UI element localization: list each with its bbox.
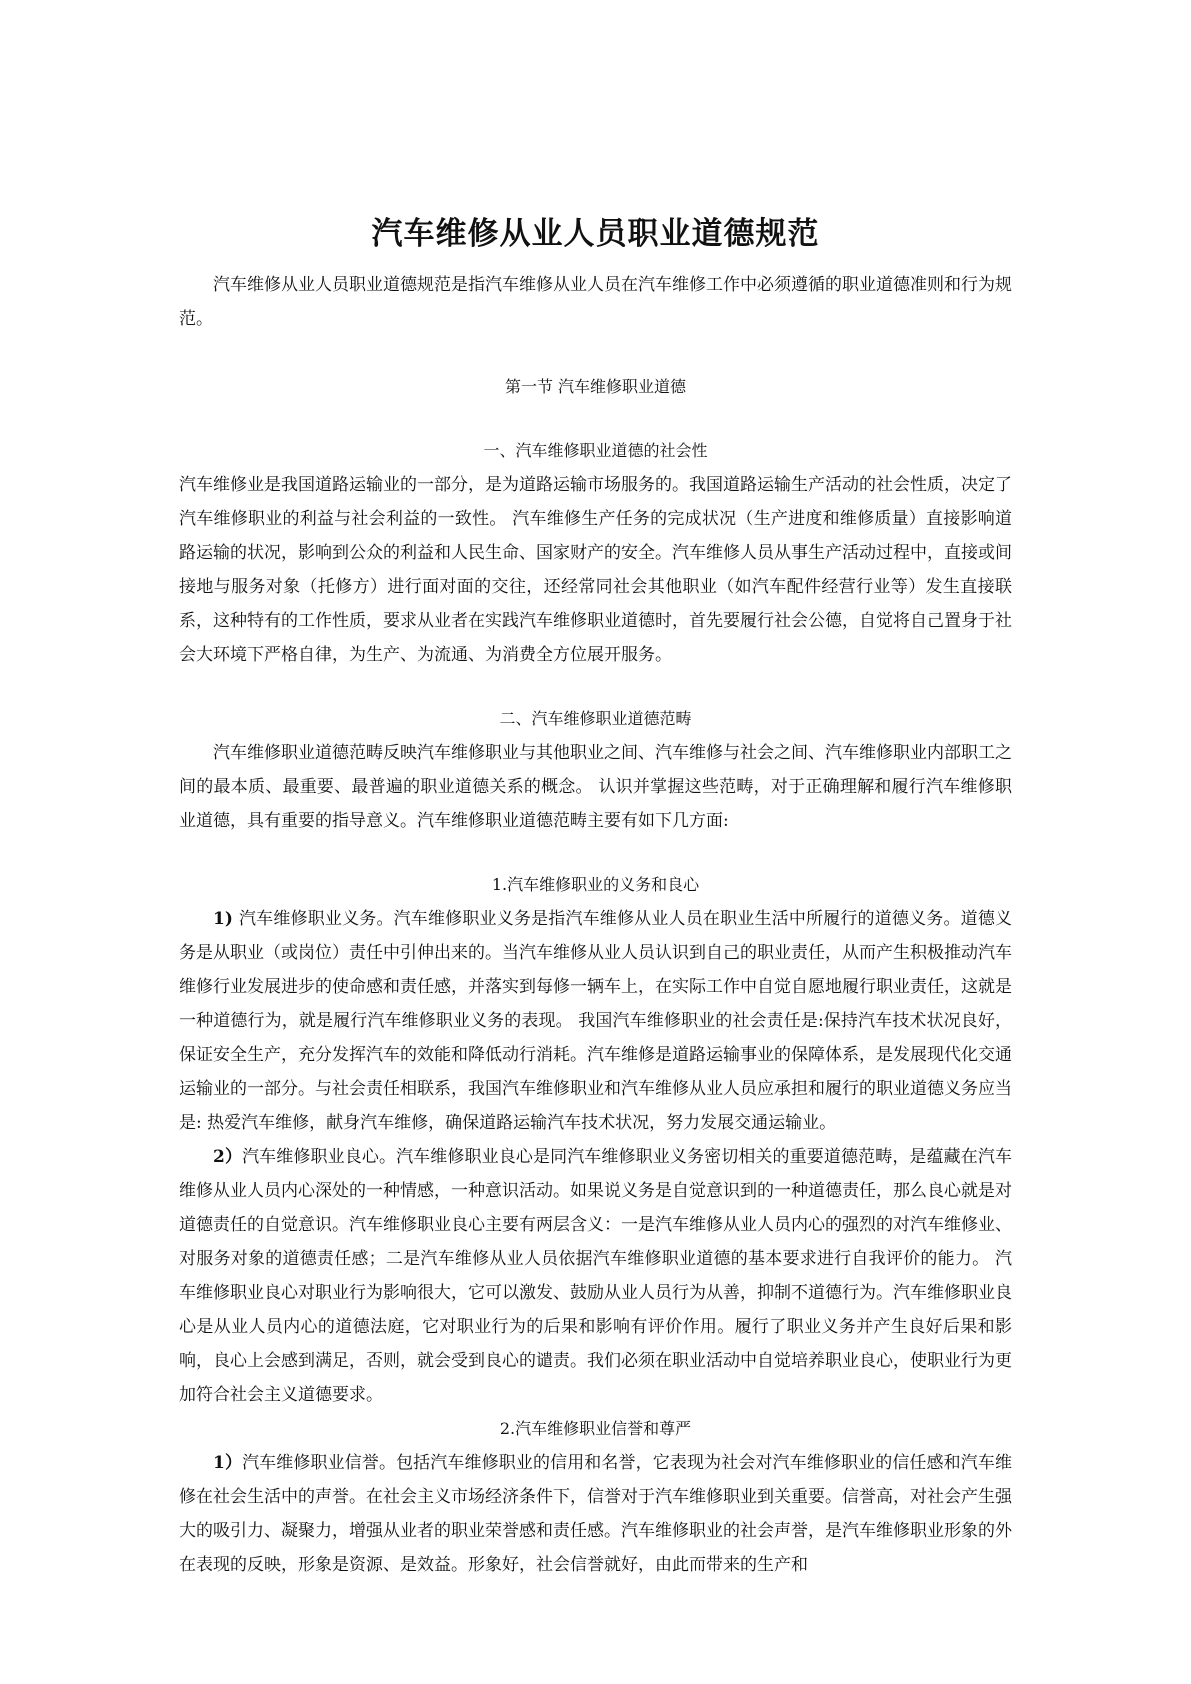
document-page [179, 210, 1012, 1582]
section-title: 第一节 汽车维修职业道德 [504, 377, 687, 396]
part1-body: 汽车维修业是我国道路运输业的一部分，是为道路运输市场服务的。我国道路运输生产活动的社会性质，决定了汽车维修职业的利益与社会利益的一致性。 汽车维修生产任务的完成状况（生产进度和维修质量）直接影响道路运输的状况，影响到公众的利益和人民生命、国家财产的安全。汽车维修人员从事生产活动过程中，直接或间接地与服务对象（托修方）进行面对面的交往，还经常同社会其他职业（如汽车配件经营行业等）发生直接联系，这种特有的工作性质，要求从业者在实践汽车维修职业道德时，首先要履行社会公德，自觉将自己置身于社会大环境下严格自律，为生产、为流通、为消费全方位展开服务。 [179, 475, 1012, 665]
part1-heading: 一、汽车维修职业道德的社会性 [483, 441, 708, 460]
sub1-para1-lead: 1) [213, 909, 239, 929]
sub1-para2-lead: 2） [213, 1147, 243, 1167]
sub1-paragraph-2 [179, 1140, 1012, 1412]
sub2-heading: 2.汽车维修职业信誉和尊严 [499, 1419, 692, 1438]
sub1-paragraph-1 [179, 902, 1012, 1140]
sub2-para1-lead: 1） [213, 1453, 243, 1473]
spacer [179, 672, 1012, 702]
sub1-heading: 1.汽车维修职业的义务和良心 [491, 875, 700, 894]
sub1-para2-text: 汽车维修职业良心。汽车维修职业良心是同汽车维修职业义务密切相关的重要道德范畴，是蕴藏在汽车维修从业人员内心深处的一种情感，一种意识活动。如果说义务是自觉意识到的一种道德责任，那么良心就是对道德责任的自觉意识。汽车维修职业良心主要有两层含义：一是汽车维修从业人员内心的强烈的对汽车维修业、对服务对象的道德责任感；二是汽车维修从业人员依据汽车维修职业道德的基本要求进行自我评价的能力。 汽车维修职业良心对职业行为影响很大，它可以激发、鼓励从业人员行为从善，抑制不道德行为。汽车维修职业良心是从业人员内心的道德法庭，它对职业行为的后果和影响有评价作用。履行了职业义务并产生良好后果和影响，良心上会感到满足，否则，就会受到良心的谴责。我们必须在职业活动中自觉培养职业良心，使职业行为更加符合社会主义道德要求。 [179, 1147, 1012, 1405]
intro-paragraph: 汽车维修从业人员职业道德规范是指汽车维修从业人员在汽车维修工作中必须遵循的职业道德准则和行为规范。 [179, 275, 1012, 329]
sub2-para1-text: 汽车维修职业信誉。包括汽车维修职业的信用和名誉，它表现为社会对汽车维修职业的信任感和汽车维修在社会生活中的声誉。在社会主义市场经济条件下，信誉对于汽车维修职业到关重要。信誉高，对社会产生强大的吸引力、凝聚力，增强从业者的职业荣誉感和责任感。汽车维修职业的社会声誉，是汽车维修职业形象的外在表现的反映，形象是资源、是效益。形象好，社会信誉就好，由此而带来的生产和 [179, 1453, 1012, 1575]
spacer [179, 838, 1012, 868]
part2-heading: 二、汽车维修职业道德范畴 [499, 709, 692, 728]
sub2-paragraph-1 [179, 1446, 1012, 1582]
sub1-para1-text: 汽车维修职业义务。汽车维修职业义务是指汽车维修从业人员在职业生活中所履行的道德义务。道德义务是从职业（或岗位）责任中引伸出来的。当汽车维修从业人员认识到自己的职业责任，从而产生积极推动汽车维修行业发展进步的使命感和责任感，并落实到每修一辆车上，在实际工作中自觉自愿地履行职业责任，这就是一种道德行为，就是履行汽车维修职业义务的表现。 我国汽车维修职业的社会责任是:保持汽车技术状况良好，保证安全生产，充分发挥汽车的效能和降低动行消耗。汽车维修是道路运输事业的保障体系，是发展现代化交通运输业的一部分。与社会责任相联系，我国汽车维修职业和汽车维修从业人员应承担和履行的职业道德义务应当是: 热爱汽车维修，献身汽车维修，确保道路运输汽车技术状况，努力发展交通运输业。 [179, 909, 1013, 1133]
document-title: 汽车维修从业人员职业道德规范 [371, 216, 820, 252]
part2-body: 汽车维修职业道德范畴反映汽车维修职业与其他职业之间、汽车维修与社会之间、汽车维修职业内部职工之间的最本质、最重要、最普遍的职业道德关系的概念。 认识并掌握这些范畴，对于正确理解和履行汽车维修职业道德，具有重要的指导意义。汽车维修职业道德范畴主要有如下几方面: [179, 743, 1012, 831]
